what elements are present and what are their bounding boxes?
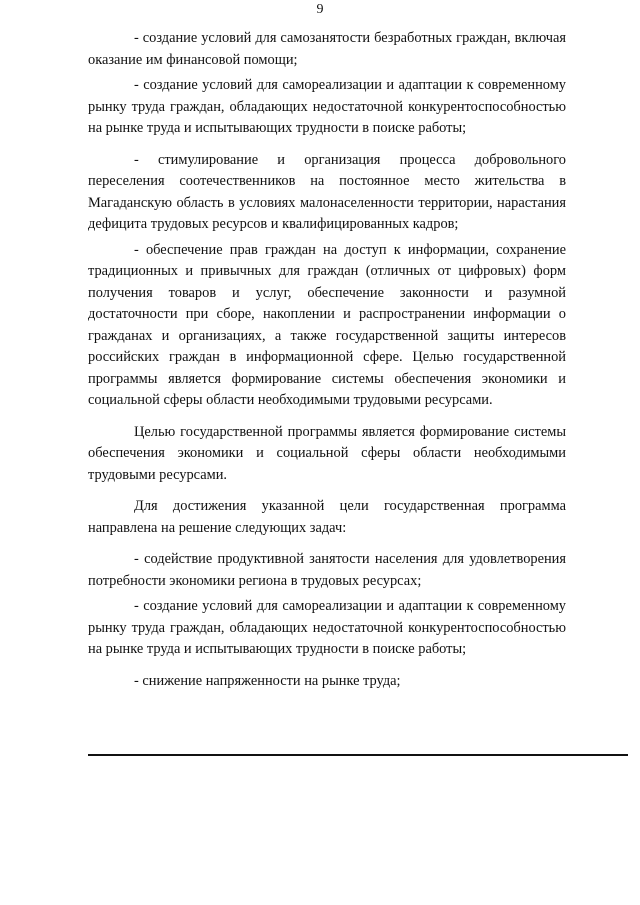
- paragraph: - создание условий для самозанятости безработных граждан, включая оказание им финансовой помощи;: [88, 30, 566, 68]
- paragraph: - обеспечение прав граждан на доступ к информации, сохранение традиционных и привычных для граждан (отличных от цифровых) форм получения товаров и услуг, обеспечение законности и разумной достаточности при сборе, накоплении и распространении информации о гражданах и организациях, а также государственной защиты интересов российских граждан в информационной сфере. Целью государственной программы является формирование системы обеспечения экономики и социальной сферы области необходимыми трудовыми ресурсами.: [88, 241, 566, 408]
- paragraph: Целью государственной программы является формирование системы обеспечения экономики и социальной сферы области необходимыми трудовыми ресурсами.: [88, 423, 566, 483]
- horizontal-divider: [88, 754, 628, 756]
- paragraph: - содействие продуктивной занятости населения для удовлетворения потребности экономики региона в трудовых ресурсах;: [88, 551, 566, 589]
- page-number: 9: [316, 2, 324, 17]
- paragraph: - создание условий для самореализации и адаптации к современному рынку труда граждан, обладающих недостаточной конкурентоспособностью на рынке труда и испытывающих трудности в поиске работы;: [88, 598, 566, 657]
- document-body: [88, 16, 566, 692]
- paragraph: - создание условий для самореализации и адаптации к современному рынку труда граждан, обладающих недостаточной конкурентоспособностью на рынке труда и испытывающих трудности в поиске работы;: [88, 77, 566, 136]
- paragraph: - стимулирование и организация процесса добровольного переселения соотечественников на постоянное место жительства в Магаданскую область в условиях малонаселенности территории, нарастания дефицита трудовых ресурсов и квалифицированных кадров;: [88, 151, 566, 232]
- paragraph: - снижение напряженности на рынке труда;: [134, 672, 401, 689]
- paragraph: Для достижения указанной цели государственная программа направлена на решение следующих задач:: [88, 498, 566, 536]
